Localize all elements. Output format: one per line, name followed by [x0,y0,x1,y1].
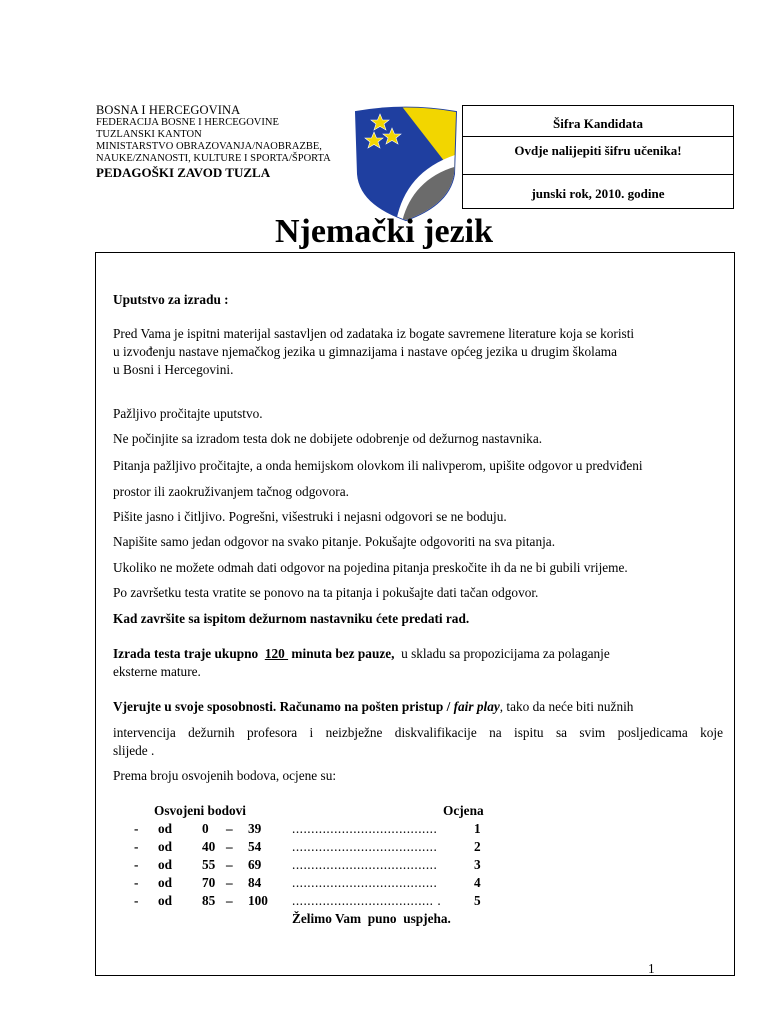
duration-line-2: eksterne mature. [113,664,201,679]
fair-play-line-2: intervencija dežurnih profesora i neizbježne diskvalifikacije na ispitu sa svim posljedicama koje [113,725,723,740]
row-od: od [158,839,173,854]
instruction-item: prostor ili zaokruživanjem tačnog odgovora. [113,484,349,499]
row-sep: – [226,821,233,836]
intro-line: u izvođenju nastave njemačkog jezika u gimnazijama i nastave općeg jezika u drugim školama [113,344,617,359]
fair-play-rest: , tako da neće biti nužnih [499,699,634,714]
points-column-header: Osvojeni bodovi [154,803,246,818]
row-dash: - [134,821,139,836]
page-number: 1 [648,961,655,976]
intro-line: Pred Vama je ispitni materijal sastavljen od zadataka iz bogate savremene literature koja se koristi [113,326,635,341]
row-dash: - [134,875,139,890]
row-grade: 1 [474,821,481,836]
row-dash: - [134,839,139,854]
issuer-line: FEDERACIJA BOSNE I HERCEGOVINE [96,116,279,128]
row-grade: 5 [474,893,481,908]
row-to: 84 [248,875,262,890]
instruction-item: Ukoliko ne možete odmah dati odgovor na pojedina pitanja preskočite ih da ne bi gubili vrijeme. [113,560,628,575]
duration-suffix: minuta bez pauze, [288,646,395,661]
instruction-item-bold: Kad završite sa ispitom dežurnom nastavniku ćete predati rad. [113,611,470,626]
issuer-line: NAUKE/ZNANOSTI, KULTURE I SPORTA/ŠPORTA [96,153,331,165]
institute-name: PEDAGOŠKI ZAVOD TUZLA [96,165,271,181]
row-from: 0 [202,821,209,836]
duration-rest: u skladu sa propozicijama za polaganje [394,646,610,661]
row-to: 54 [248,839,262,854]
fair-play-line [113,698,633,715]
row-dash: - [134,857,139,872]
row-od: od [158,875,173,890]
issuer-line: MINISTARSTVO OBRAZOVANJA/NAOBRAZBE, [96,140,322,152]
instruction-item: Pažljivo pročitajte uputstvo. [113,406,263,421]
issuer-header [96,104,356,181]
row-dash: - [134,893,139,908]
fair-play-bold: Vjerujte u svoje sposobnosti. Računamo na pošten pristup / [113,699,454,714]
row-dots: ...................................... [292,857,438,872]
grade-column-header: Ocjena [443,803,484,818]
instruction-item: Po završetku testa vratite se ponovo na ta pitanja i pokušajte dati tačan odgovor. [113,585,539,600]
instruction-item: Pitanja pažljivo pročitajte, a onda hemijskom olovkom ili nalivperom, upišite odgovor u predviđeni [113,458,643,473]
instructions-heading: Uputstvo za izradu : [113,292,229,307]
intro-line: u Bosni i Hercegovini. [113,362,234,377]
row-grade: 2 [474,839,481,854]
duration-prefix: Izrada testa traje ukupno [113,646,265,661]
row-grade: 4 [474,875,481,890]
row-od: od [158,821,173,836]
instruction-item: Pišite jasno i čitljivo. Pogrešni, višestruki i nejasni odgovori se ne boduju. [113,509,507,524]
row-dots: ...................................... [292,839,438,854]
row-sep: – [226,839,233,854]
page-title: Njemački jezik [274,213,494,250]
row-to: 100 [248,893,268,908]
row-from: 85 [202,893,216,908]
row-od: od [158,857,173,872]
row-sep: – [226,857,233,872]
fair-play-line-3: slijede . [113,743,155,758]
row-sep: – [226,893,233,908]
country-name: BOSNA I HERCEGOVINA [96,103,241,117]
instruction-item: Napišite samo jedan odgovor na svako pitanje. Pokušajte odgovoriti na sva pitanja. [113,534,556,549]
exam-term: junski rok, 2010. godine [531,186,665,201]
row-dots: ...................................... [292,875,438,890]
issuer-line: TUZLANSKI KANTON [96,128,202,140]
row-sep: – [226,875,233,890]
row-grade: 3 [474,857,481,872]
row-from: 55 [202,857,216,872]
candidate-code-box [462,105,734,209]
row-to: 69 [248,857,262,872]
row-to: 39 [248,821,262,836]
row-from: 70 [202,875,216,890]
fair-play-italic: fair play [453,699,500,714]
duration-value: 120 [264,646,289,661]
candidate-code-label: Šifra Kandidata [553,116,643,131]
grades-intro: Prema broju osvojenih bodova, ocjene su: [113,768,337,783]
good-luck-message: Želimo Vam puno uspjeha. [292,911,451,926]
code-sticker-area[interactable]: Ovdje nalijepiti šifru učenika! [514,143,682,158]
row-dots: ...................................... [292,821,438,836]
instructions-frame [95,252,735,976]
grades-table [96,803,736,933]
instruction-item: Ne počinjite sa izradom testa dok ne dobijete odobrenje od dežurnog nastavnika. [113,431,543,446]
row-dots: ..................................... . [292,893,442,908]
row-from: 40 [202,839,216,854]
row-od: od [158,893,173,908]
duration-line [113,645,610,662]
coat-of-arms-logo [350,104,462,222]
